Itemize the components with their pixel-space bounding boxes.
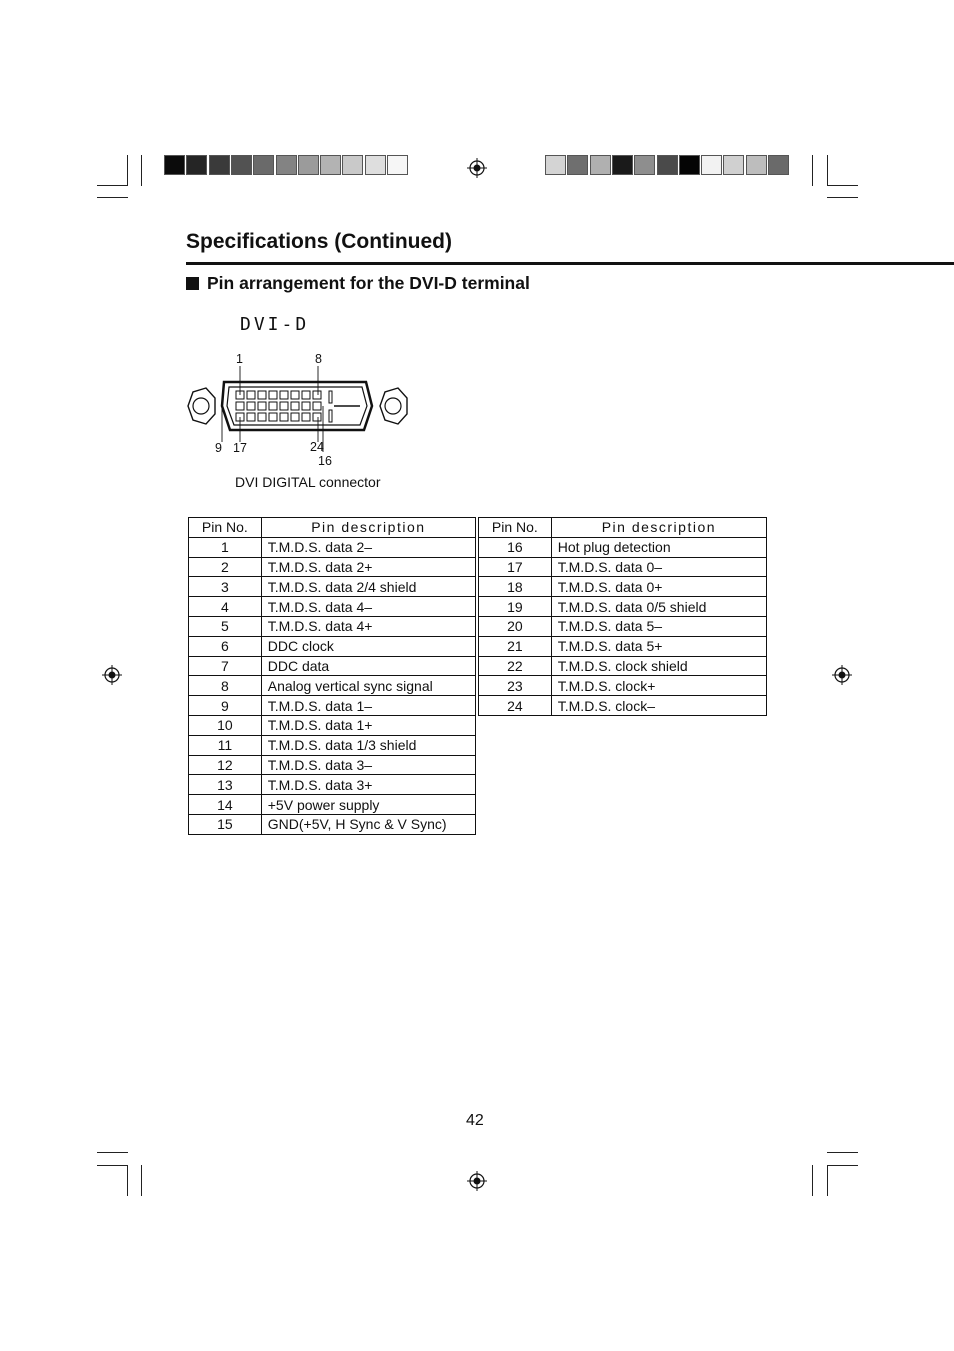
page-title: Specifications (Continued) xyxy=(186,230,453,253)
table-header-row xyxy=(479,518,767,538)
pin-description-cell: T.M.D.S. data 2+ xyxy=(261,557,475,577)
registration-mark-icon xyxy=(832,665,852,685)
table-row xyxy=(479,636,767,656)
pin-description-cell: T.M.D.S. data 4+ xyxy=(261,616,475,636)
table-header-row xyxy=(189,518,476,538)
pin-description-cell: T.M.D.S. data 1– xyxy=(261,696,475,716)
color-swatch xyxy=(342,155,363,175)
pin-label-8: 8 xyxy=(315,352,322,366)
pin-description-cell: T.M.D.S. clock+ xyxy=(551,676,766,696)
pin-description-cell: Hot plug detection xyxy=(551,537,766,557)
pin-number-cell: 12 xyxy=(189,755,262,775)
table-row xyxy=(189,616,476,636)
color-swatch xyxy=(746,155,767,175)
pin-description-cell: T.M.D.S. data 2– xyxy=(261,537,475,557)
pin-description-cell: T.M.D.S. clock shield xyxy=(551,656,766,676)
table-row xyxy=(189,715,476,735)
pin-label-1: 1 xyxy=(236,352,243,366)
pin-description-cell: T.M.D.S. data 2/4 shield xyxy=(261,577,475,597)
color-swatch xyxy=(723,155,744,175)
pin-label-17: 17 xyxy=(233,441,247,455)
pin-description-cell: DDC clock xyxy=(261,636,475,656)
dvi-connector-icon xyxy=(184,362,412,454)
table-row xyxy=(189,735,476,755)
table-row xyxy=(189,814,476,834)
pin-number-cell: 3 xyxy=(189,577,262,597)
pin-number-cell: 20 xyxy=(479,616,552,636)
pin-number-cell: 5 xyxy=(189,616,262,636)
color-swatch xyxy=(387,155,408,175)
table-row xyxy=(189,597,476,617)
column-header-pin-description: Pin description xyxy=(261,518,475,538)
color-swatch xyxy=(590,155,611,175)
pin-number-cell: 19 xyxy=(479,597,552,617)
pin-number-cell: 22 xyxy=(479,656,552,676)
color-swatch xyxy=(164,155,185,175)
pin-number-cell: 2 xyxy=(189,557,262,577)
pin-table-left xyxy=(188,517,476,835)
color-swatch xyxy=(545,155,566,175)
pin-description-cell: T.M.D.S. data 1+ xyxy=(261,715,475,735)
pin-number-cell: 21 xyxy=(479,636,552,656)
color-swatch xyxy=(612,155,633,175)
pin-description-cell: GND(+5V, H Sync & V Sync) xyxy=(261,814,475,834)
color-swatch xyxy=(253,155,274,175)
table-row xyxy=(189,636,476,656)
pin-number-cell: 10 xyxy=(189,715,262,735)
pin-label-24: 24 xyxy=(310,440,324,454)
pin-number-cell: 9 xyxy=(189,696,262,716)
table-row xyxy=(479,577,767,597)
registration-mark-icon xyxy=(467,1171,487,1191)
pin-label-9: 9 xyxy=(215,441,222,455)
pin-table-right xyxy=(478,517,767,716)
table-row xyxy=(189,577,476,597)
color-swatch xyxy=(365,155,386,175)
table-row xyxy=(189,696,476,716)
pin-number-cell: 17 xyxy=(479,557,552,577)
pin-description-cell: T.M.D.S. clock– xyxy=(551,696,766,716)
column-header-pin-no: Pin No. xyxy=(479,518,552,538)
column-header-pin-description: Pin description xyxy=(551,518,766,538)
pin-description-cell: T.M.D.S. data 3– xyxy=(261,755,475,775)
pin-description-cell: DDC data xyxy=(261,656,475,676)
page-number: 42 xyxy=(466,1112,484,1129)
section-heading-text: Pin arrangement for the DVI-D terminal xyxy=(207,273,530,293)
table-row xyxy=(189,537,476,557)
pin-number-cell: 18 xyxy=(479,577,552,597)
registration-mark-icon xyxy=(102,665,122,685)
pin-description-cell: T.M.D.S. data 3+ xyxy=(261,775,475,795)
color-swatch xyxy=(320,155,341,175)
color-swatch xyxy=(231,155,252,175)
table-row xyxy=(479,616,767,636)
pin-description-cell: +5V power supply xyxy=(261,795,475,815)
pin-number-cell: 15 xyxy=(189,814,262,834)
pin-description-cell: Analog vertical sync signal xyxy=(261,676,475,696)
color-swatch xyxy=(657,155,678,175)
table-row xyxy=(189,656,476,676)
table-row xyxy=(189,755,476,775)
pin-description-cell: T.M.D.S. data 0– xyxy=(551,557,766,577)
pin-number-cell: 23 xyxy=(479,676,552,696)
table-row xyxy=(189,557,476,577)
pin-number-cell: 11 xyxy=(189,735,262,755)
pin-number-cell: 7 xyxy=(189,656,262,676)
square-bullet-icon xyxy=(186,277,199,290)
color-swatch xyxy=(209,155,230,175)
table-row xyxy=(479,537,767,557)
table-row xyxy=(189,795,476,815)
color-swatch xyxy=(298,155,319,175)
terminal-label: DVI-D xyxy=(240,314,310,335)
connector-caption: DVI DIGITAL connector xyxy=(235,474,381,490)
column-header-pin-no: Pin No. xyxy=(189,518,262,538)
pin-number-cell: 13 xyxy=(189,775,262,795)
color-swatch xyxy=(186,155,207,175)
color-swatch xyxy=(634,155,655,175)
table-row xyxy=(479,696,767,716)
pin-number-cell: 14 xyxy=(189,795,262,815)
pin-number-cell: 8 xyxy=(189,676,262,696)
color-swatch xyxy=(679,155,700,175)
title-rule xyxy=(186,262,954,265)
pin-number-cell: 24 xyxy=(479,696,552,716)
pin-description-cell: T.M.D.S. data 1/3 shield xyxy=(261,735,475,755)
table-row xyxy=(189,676,476,696)
table-row xyxy=(479,676,767,696)
pin-number-cell: 1 xyxy=(189,537,262,557)
pin-description-cell: T.M.D.S. data 4– xyxy=(261,597,475,617)
color-swatch xyxy=(276,155,297,175)
color-swatch xyxy=(768,155,789,175)
section-heading xyxy=(186,273,530,294)
table-row xyxy=(479,557,767,577)
registration-mark-icon xyxy=(467,158,487,178)
pin-description-cell: T.M.D.S. data 5+ xyxy=(551,636,766,656)
pin-number-cell: 6 xyxy=(189,636,262,656)
color-swatch xyxy=(567,155,588,175)
pin-description-cell: T.M.D.S. data 0+ xyxy=(551,577,766,597)
table-row xyxy=(189,775,476,795)
pin-label-16: 16 xyxy=(318,454,332,468)
color-swatch xyxy=(701,155,722,175)
pin-number-cell: 16 xyxy=(479,537,552,557)
pin-description-cell: T.M.D.S. data 5– xyxy=(551,616,766,636)
pin-description-cell: T.M.D.S. data 0/5 shield xyxy=(551,597,766,617)
pin-number-cell: 4 xyxy=(189,597,262,617)
table-row xyxy=(479,597,767,617)
table-row xyxy=(479,656,767,676)
